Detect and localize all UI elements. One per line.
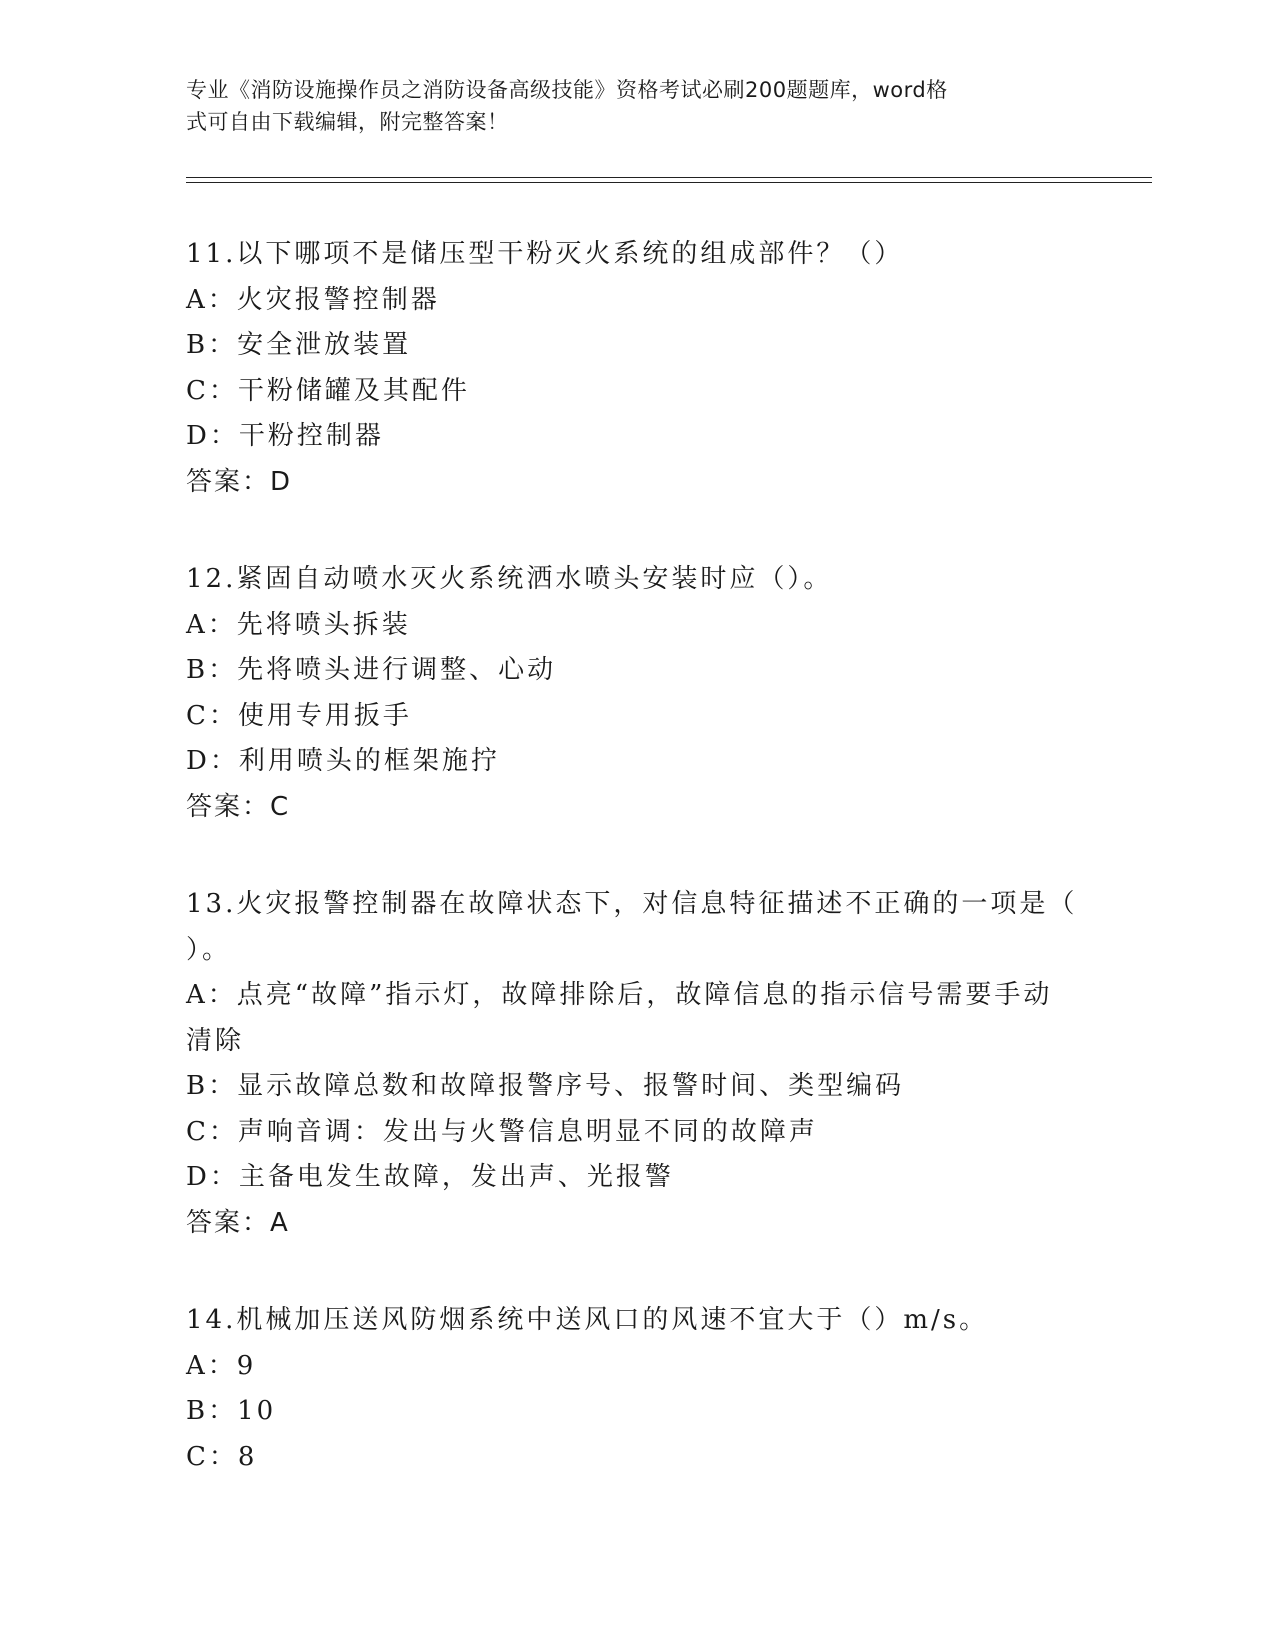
option-b: B：安全泄放装置	[186, 330, 412, 360]
answer: 答案：C	[186, 791, 291, 822]
question-list	[186, 232, 1086, 1532]
option-c: C：8	[186, 1441, 258, 1472]
question-text: 14.机械加压送风防烟系统中送风口的风速不宜大于（）m/s。	[186, 1305, 989, 1335]
option-d: D：干粉控制器	[186, 421, 384, 451]
question-11	[186, 232, 1086, 505]
option-d: D：主备电发生故障，发出声、光报警	[186, 1162, 674, 1192]
option-a: A：火灾报警控制器	[186, 284, 440, 315]
answer: 答案：D	[186, 466, 293, 497]
option-a-line-1: A：点亮“故障”指示灯，故障排除后，故障信息的指示信号需要手动	[186, 980, 1053, 1010]
option-b: B：10	[186, 1396, 277, 1426]
question-12	[186, 557, 1086, 830]
question-13	[186, 882, 1086, 1246]
option-a-line-2: 清除	[186, 1025, 245, 1056]
question-text: 11.以下哪项不是储压型干粉灭火系统的组成部件？（）	[186, 239, 904, 269]
option-c: C：干粉储罐及其配件	[186, 375, 470, 406]
question-text-line-2: ）。	[186, 934, 232, 965]
option-a: A：先将喷头拆装	[186, 609, 411, 640]
question-14	[186, 1298, 1086, 1480]
answer: 答案：A	[186, 1207, 290, 1238]
option-b: B：先将喷头进行调整、心动	[186, 655, 557, 685]
option-d: D：利用喷头的框架施拧	[186, 746, 500, 776]
header-divider-bottom	[186, 182, 1152, 183]
question-text: 12.紧固自动喷水灭火系统洒水喷头安装时应（）。	[186, 564, 833, 594]
question-text-line-1: 13.火灾报警控制器在故障状态下，对信息特征描述不正确的一项是（	[186, 889, 1078, 919]
option-c: C：使用专用扳手	[186, 700, 412, 731]
header-line-2: 式可自由下载编辑，附完整答案！	[186, 110, 509, 134]
option-c: C：声响音调：发出与火警信息明显不同的故障声	[186, 1116, 818, 1147]
document-header	[186, 74, 1066, 138]
option-b: B：显示故障总数和故障报警序号、报警时间、类型编码	[186, 1071, 905, 1101]
option-a: A：9	[186, 1350, 257, 1381]
header-line-1: 专业《消防设施操作员之消防设备高级技能》资格考试必刷200题题库，word格	[186, 78, 948, 102]
header-divider-top	[186, 177, 1152, 178]
